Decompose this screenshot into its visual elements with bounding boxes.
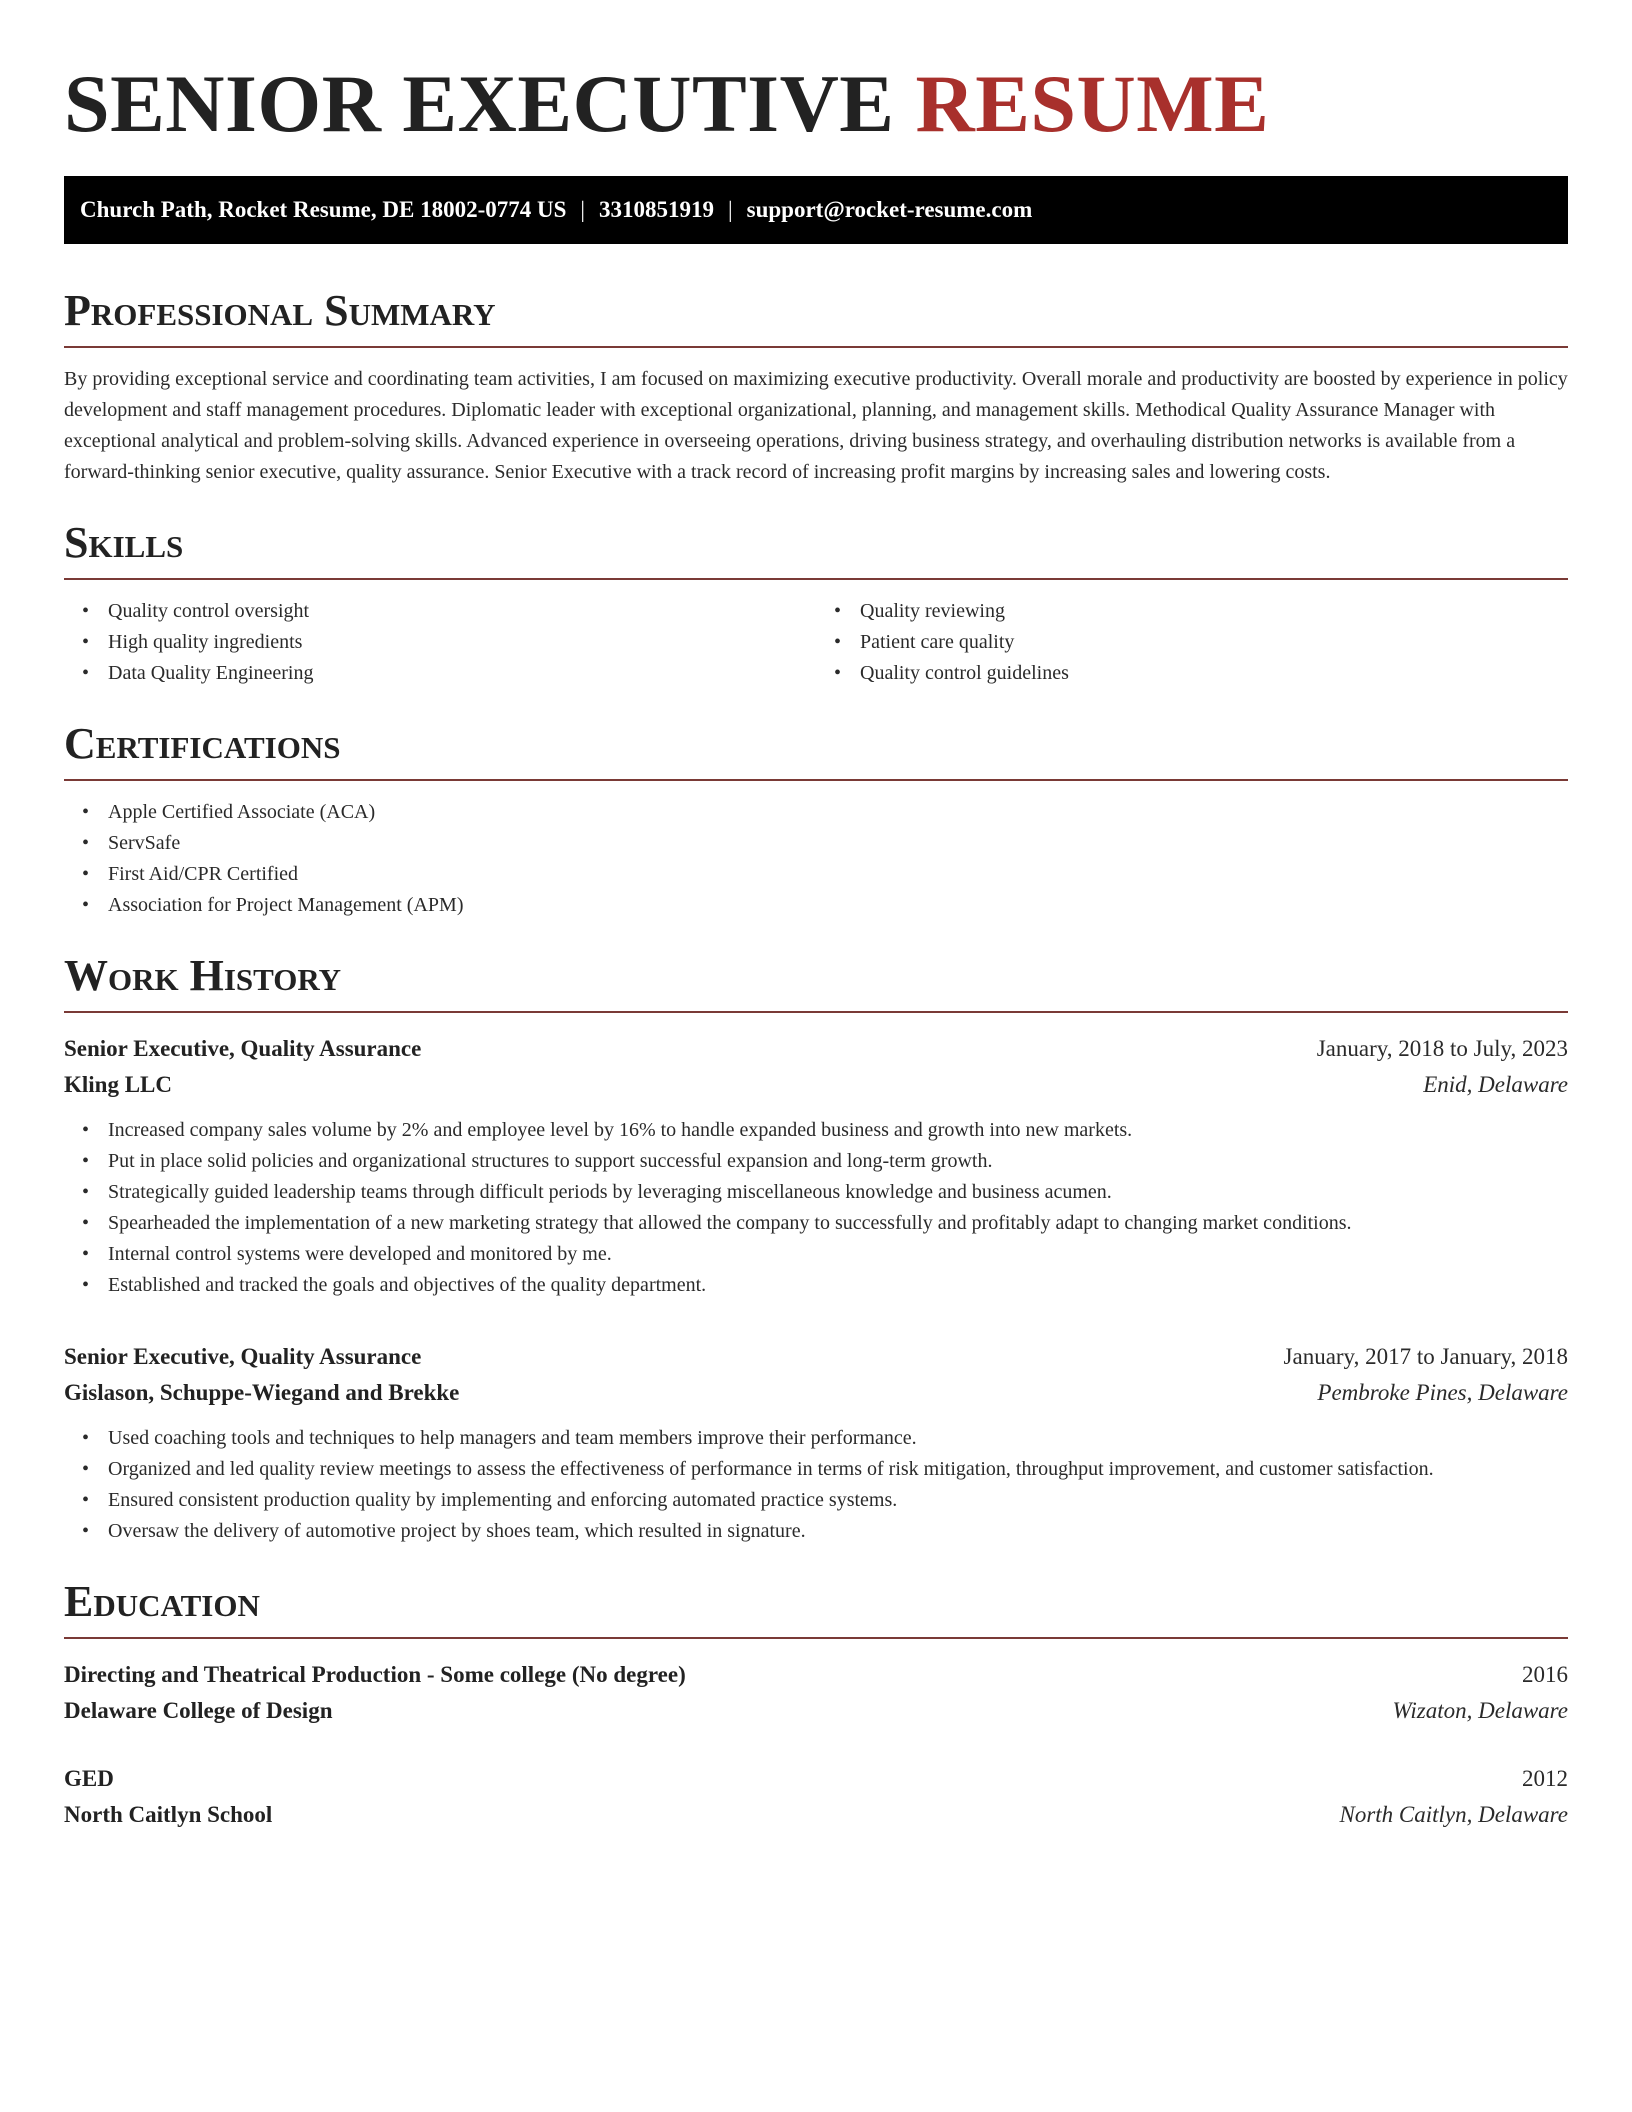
education-degree-row: [64, 1657, 1568, 1693]
skill-item: • Patient care quality: [860, 627, 1568, 658]
job-bullet: • Organized and led quality review meetings to assess the effectiveness of performance in terms of risk mitigation, throughput improvement, and customer satisfaction.: [108, 1454, 1568, 1485]
education-school-row: [64, 1693, 1568, 1729]
section-title-skills: Skills: [64, 518, 1568, 580]
certification-item: • Association for Project Management (APM): [108, 890, 1568, 921]
skill-item: • Quality reviewing: [860, 596, 1568, 627]
education-location: North Caitlyn, Delaware: [1339, 1802, 1568, 1827]
job-position: Senior Executive, Quality Assurance: [64, 1036, 422, 1061]
certification-item: • ServSafe: [108, 828, 1568, 859]
education-section: [64, 1577, 1568, 1833]
job-header-row: [64, 1031, 1568, 1067]
skill-item: • Data Quality Engineering: [108, 658, 816, 689]
title-accent: RESUME: [915, 58, 1270, 149]
job-position: Senior Executive, Quality Assurance: [64, 1344, 422, 1369]
contact-separator: |: [580, 197, 586, 222]
job-entry: [64, 1031, 1568, 1301]
skills-list-right: [816, 596, 1568, 689]
job-bullet: • Spearheaded the implementation of a new marketing strategy that allowed the company to successfully and profitably adapt to changing market conditions.: [108, 1208, 1568, 1239]
education-degree: GED: [64, 1766, 114, 1791]
job-company: Gislason, Schuppe-Wiegand and Brekke: [64, 1380, 460, 1405]
job-dates: January, 2017 to January, 2018: [1283, 1344, 1568, 1369]
job-bullet: • Oversaw the delivery of automotive project by shoes team, which resulted in signature.: [108, 1516, 1568, 1547]
job-company-row: [64, 1067, 1568, 1103]
job-bullet: • Ensured consistent production quality by implementing and enforcing automated practice systems.: [108, 1485, 1568, 1516]
skill-item: • High quality ingredients: [108, 627, 816, 658]
job-bullets: [64, 1115, 1568, 1301]
summary-text: By providing exceptional service and coordinating team activities, I am focused on maximizing executive productivity. Overall morale and productivity are boosted by experience in policy development and staff management procedures. Diplomatic leader with exceptional organizational, planning, and management skills. Methodical Quality Assurance Manager with exceptional analytical and problem-solving skills. Advanced experience in overseeing operations, driving business strategy, and overhauling distribution networks is available from a forward-thinking senior executive, quality assurance. Senior Executive with a track record of increasing profit margins by increasing sales and lowering costs.: [64, 368, 1568, 483]
certifications-section: [64, 719, 1568, 921]
education-school-row: [64, 1797, 1568, 1833]
job-company: Kling LLC: [64, 1072, 173, 1097]
education-entry: [64, 1657, 1568, 1729]
summary-section: [64, 286, 1568, 488]
education-year: 2016: [1522, 1662, 1568, 1687]
section-title-summary: Professional Summary: [64, 286, 1568, 348]
certification-item: • First Aid/CPR Certified: [108, 859, 1568, 890]
job-company-row: [64, 1375, 1568, 1411]
job-bullet: • Established and tracked the goals and objectives of the quality department.: [108, 1270, 1568, 1301]
education-school: North Caitlyn School: [64, 1802, 273, 1827]
job-location: Pembroke Pines, Delaware: [1317, 1380, 1568, 1405]
title-main: SENIOR EXECUTIVE: [64, 58, 895, 149]
contact-phone: 3310851919: [599, 197, 715, 222]
education-degree-row: [64, 1761, 1568, 1797]
job-bullet: • Strategically guided leadership teams through difficult periods by leveraging miscellaneous knowledge and business acumen.: [108, 1177, 1568, 1208]
certifications-list: [64, 797, 1568, 921]
education-degree: Directing and Theatrical Production - Some college (No degree): [64, 1662, 686, 1687]
job-bullets: [64, 1423, 1568, 1547]
contact-email: support@rocket-resume.com: [746, 197, 1033, 222]
resume-page: [64, 0, 1568, 1833]
section-title-education: Education: [64, 1577, 1568, 1639]
contact-address: Church Path, Rocket Resume, DE 18002-0774 US: [80, 197, 567, 222]
section-title-certifications: Certifications: [64, 719, 1568, 781]
education-year: 2012: [1522, 1766, 1568, 1791]
skills-grid: [64, 596, 1568, 689]
education-school: Delaware College of Design: [64, 1698, 333, 1723]
skills-list-left: [64, 596, 816, 689]
job-bullet: • Increased company sales volume by 2% and employee level by 16% to handle expanded business and growth into new markets.: [108, 1115, 1568, 1146]
job-entry: [64, 1339, 1568, 1547]
certification-item: • Apple Certified Associate (ACA): [108, 797, 1568, 828]
job-bullet: • Internal control systems were developed and monitored by me.: [108, 1239, 1568, 1270]
job-header-row: [64, 1339, 1568, 1375]
skill-item: • Quality control oversight: [108, 596, 816, 627]
education-location: Wizaton, Delaware: [1392, 1698, 1568, 1723]
job-dates: January, 2018 to July, 2023: [1316, 1036, 1568, 1061]
contact-bar: [64, 176, 1568, 244]
work-history-section: [64, 951, 1568, 1547]
job-location: Enid, Delaware: [1423, 1072, 1568, 1097]
resume-title: [64, 0, 1568, 152]
contact-separator: |: [728, 197, 733, 222]
job-bullet: • Put in place solid policies and organizational structures to support successful expansion and long-term growth.: [108, 1146, 1568, 1177]
job-bullet: • Used coaching tools and techniques to help managers and team members improve their performance.: [108, 1423, 1568, 1454]
education-entry: [64, 1761, 1568, 1833]
skills-section: [64, 518, 1568, 689]
skill-item: • Quality control guidelines: [860, 658, 1568, 689]
section-title-work-history: Work History: [64, 951, 1568, 1013]
